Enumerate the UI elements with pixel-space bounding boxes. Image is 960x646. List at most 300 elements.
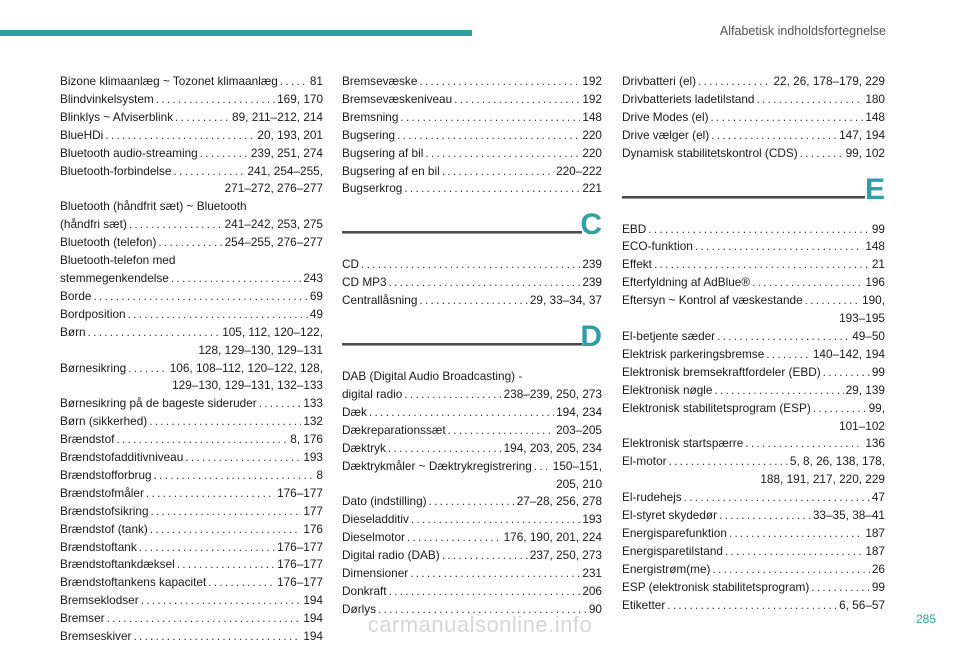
dot-leader bbox=[151, 503, 302, 521]
dot-leader bbox=[411, 511, 580, 529]
index-entry bbox=[622, 400, 885, 436]
index-entry-line bbox=[342, 180, 602, 198]
index-entry bbox=[622, 73, 885, 91]
page-references: 169, 170 bbox=[277, 91, 323, 106]
index-term: Elektronisk bremsekraftfordeler (EBD) bbox=[622, 364, 821, 379]
page-references: 8 bbox=[316, 467, 323, 482]
index-entry bbox=[60, 360, 323, 396]
dot-leader bbox=[139, 539, 275, 557]
index-term: Etiketter bbox=[622, 597, 666, 612]
index-term: Bremseklodser bbox=[60, 593, 139, 608]
index-term: Dæktrykmåler ~ Dæktrykregistrering bbox=[342, 458, 532, 473]
index-entry bbox=[60, 539, 323, 557]
index-entry-line bbox=[342, 292, 602, 310]
page-references: 187 bbox=[865, 525, 885, 540]
index-term: Energisparefunktion bbox=[622, 525, 727, 540]
index-term: Dæktryk bbox=[342, 440, 386, 455]
index-entry bbox=[622, 364, 885, 382]
index-entry-line bbox=[622, 238, 885, 256]
index-entry bbox=[622, 256, 885, 274]
dot-leader bbox=[404, 180, 580, 198]
page-references-continued: 205, 210 bbox=[556, 476, 602, 491]
index-entry-line bbox=[342, 386, 602, 404]
page-references-continued: 101–102 bbox=[839, 418, 885, 433]
page-references: 150–151, bbox=[552, 458, 602, 473]
index-term: El-betjente sæder bbox=[622, 328, 716, 343]
index-entry-line bbox=[342, 529, 602, 547]
index-entry bbox=[60, 252, 323, 288]
page-references: 237, 250, 273 bbox=[529, 548, 602, 563]
index-term: stemmegenkendelse bbox=[60, 270, 169, 285]
page-references: 194 bbox=[303, 611, 323, 626]
dot-leader bbox=[259, 395, 302, 413]
page-references: 176–177 bbox=[277, 539, 323, 554]
index-entry-line bbox=[60, 467, 323, 485]
page-references: 29, 139 bbox=[845, 382, 885, 397]
index-entry bbox=[342, 440, 602, 458]
index-entry-line bbox=[622, 292, 885, 310]
dot-leader bbox=[729, 525, 863, 543]
index-entry bbox=[60, 449, 323, 467]
index-entry bbox=[342, 163, 602, 181]
index-term: BlueHDi bbox=[60, 127, 104, 142]
index-term: Drive Modes (el) bbox=[622, 109, 709, 124]
index-term: El-styret skydedør bbox=[622, 508, 718, 523]
index-entry-line bbox=[60, 413, 323, 431]
index-entry-line bbox=[342, 583, 602, 601]
index-term: Bugsering af en bil bbox=[342, 163, 440, 178]
dot-leader bbox=[280, 73, 308, 91]
index-term: Bluetooth-forbindelse bbox=[60, 163, 172, 178]
index-term: Brændstof (tank) bbox=[60, 521, 148, 536]
page-references: 176–177 bbox=[277, 575, 323, 590]
index-term: Elektronisk stabilitetsprogram (ESP) bbox=[622, 400, 811, 415]
page-references: 241–242, 253, 275 bbox=[224, 217, 323, 232]
index-entry bbox=[60, 467, 323, 485]
dot-leader bbox=[695, 238, 864, 256]
index-entry-line bbox=[622, 346, 885, 364]
dot-leader bbox=[669, 453, 788, 471]
index-entry-line bbox=[622, 543, 885, 561]
dot-leader bbox=[404, 386, 501, 404]
dot-leader bbox=[698, 73, 771, 91]
page-references: 239, 251, 274 bbox=[250, 145, 323, 160]
index-entry-line bbox=[622, 489, 885, 507]
index-term: Børn bbox=[60, 324, 86, 339]
dot-leader bbox=[93, 288, 307, 306]
index-entry-line bbox=[342, 493, 602, 511]
index-term: Elektronisk nøgle bbox=[622, 382, 713, 397]
index-entry-line bbox=[60, 360, 323, 378]
section-divider bbox=[622, 196, 865, 198]
index-term: El-rudehejs bbox=[622, 490, 682, 505]
page-references: 203–205 bbox=[556, 422, 602, 437]
dot-leader bbox=[128, 360, 167, 378]
index-entry bbox=[622, 525, 885, 543]
index-column-2 bbox=[342, 73, 602, 619]
page-references: 33–35, 38–41 bbox=[812, 508, 885, 523]
dot-leader bbox=[369, 404, 554, 422]
index-term: Børnesikring på de bageste sideruder bbox=[60, 396, 257, 411]
index-term: Bluetooth (telefon) bbox=[60, 235, 157, 250]
index-entry-line bbox=[60, 216, 323, 234]
index-group-b bbox=[342, 73, 602, 198]
index-entry bbox=[622, 382, 885, 400]
page-references: 99 bbox=[871, 579, 885, 594]
index-term: Elektrisk parkeringsbremse bbox=[622, 346, 765, 361]
page-references: 238–239, 250, 273 bbox=[503, 386, 602, 401]
index-entry-line bbox=[60, 592, 323, 610]
dot-leader bbox=[361, 256, 580, 274]
index-entry bbox=[342, 583, 602, 601]
dot-leader bbox=[88, 324, 221, 342]
page-references: 27–28, 256, 278 bbox=[516, 494, 602, 509]
index-entry-line bbox=[622, 256, 885, 274]
index-entry bbox=[60, 324, 323, 360]
dot-leader bbox=[128, 306, 308, 324]
dot-leader bbox=[766, 346, 811, 364]
index-entry-line bbox=[60, 270, 323, 288]
index-term: Energisparetilstand bbox=[622, 543, 723, 558]
section-letter: C bbox=[580, 208, 602, 242]
page-references: 192 bbox=[582, 91, 602, 106]
index-term: Dieseladditiv bbox=[342, 512, 409, 527]
index-entry bbox=[342, 91, 602, 109]
dot-leader bbox=[823, 364, 870, 382]
index-term: Børn (sikkerhed) bbox=[60, 414, 148, 429]
index-entry bbox=[60, 198, 323, 234]
index-entry-line bbox=[60, 539, 323, 557]
page-references: 81 bbox=[309, 74, 323, 88]
index-term: Donkraft bbox=[342, 583, 387, 598]
index-entry-line bbox=[342, 440, 602, 458]
dot-leader bbox=[811, 579, 870, 597]
index-entry bbox=[622, 453, 885, 489]
page-references: 140–142, 194 bbox=[812, 346, 885, 361]
section-letter: E bbox=[864, 172, 885, 206]
index-entry-line bbox=[60, 449, 323, 467]
index-entry bbox=[622, 127, 885, 145]
index-entry-line bbox=[342, 458, 602, 476]
dot-leader bbox=[397, 127, 580, 145]
page-references: 193 bbox=[303, 450, 323, 465]
index-entry bbox=[622, 109, 885, 127]
index-entry-line bbox=[622, 109, 885, 127]
index-entry-line bbox=[60, 521, 323, 539]
page-references: 220–222 bbox=[556, 163, 602, 178]
page-references-continued: 188, 191, 217, 220, 229 bbox=[760, 472, 885, 487]
page-references-continued: 129–130, 129–131, 132–133 bbox=[172, 378, 323, 393]
index-entry-line bbox=[60, 145, 323, 163]
index-entry-line bbox=[60, 306, 323, 324]
index-term: Bremser bbox=[60, 611, 105, 626]
index-term-prefix: Bluetooth-telefon med bbox=[60, 253, 176, 268]
index-entry-line bbox=[622, 525, 885, 543]
index-entry-line bbox=[60, 288, 323, 306]
index-term: Drivbatteri (el) bbox=[622, 74, 697, 88]
index-entry bbox=[342, 404, 602, 422]
index-entry-line bbox=[622, 561, 885, 579]
index-entry bbox=[342, 529, 602, 547]
dot-leader bbox=[171, 270, 301, 288]
page-references: 177 bbox=[303, 503, 323, 518]
index-entry-line bbox=[60, 324, 323, 342]
dot-leader bbox=[208, 574, 275, 592]
page-references: 190, bbox=[862, 293, 885, 308]
dot-leader bbox=[407, 529, 502, 547]
index-term: Brændstofsikring bbox=[60, 503, 149, 518]
page-references: 231 bbox=[582, 566, 602, 581]
index-entry-line bbox=[342, 109, 602, 127]
dot-leader bbox=[805, 292, 860, 310]
index-entry bbox=[622, 238, 885, 256]
page-references: 194, 234 bbox=[556, 404, 602, 419]
dot-leader bbox=[684, 489, 870, 507]
index-entry bbox=[622, 145, 885, 163]
dot-leader bbox=[177, 556, 275, 574]
index-entry bbox=[60, 109, 323, 127]
index-term: Elektronisk startspærre bbox=[622, 436, 744, 451]
page-references: 132 bbox=[303, 414, 323, 429]
index-term: Drivbatteriets ladetilstand bbox=[622, 91, 755, 106]
index-column-3 bbox=[622, 73, 885, 614]
index-entry-line bbox=[60, 73, 323, 91]
index-term: Centrallåsning bbox=[342, 293, 418, 308]
page-references: 26 bbox=[871, 561, 885, 576]
page-references: 99 bbox=[871, 364, 885, 379]
dot-leader bbox=[813, 400, 867, 418]
dot-leader bbox=[154, 467, 315, 485]
index-entry bbox=[622, 435, 885, 453]
header-accent-bar bbox=[0, 30, 472, 36]
dot-leader bbox=[141, 592, 302, 610]
index-entry bbox=[622, 561, 885, 579]
dot-leader bbox=[711, 127, 837, 145]
index-term: Bugsering af bil bbox=[342, 145, 424, 160]
index-term: Dato (indstilling) bbox=[342, 494, 427, 509]
index-term: digital radio bbox=[342, 386, 403, 401]
index-entry bbox=[60, 395, 323, 413]
page-references: 176 bbox=[303, 521, 323, 536]
dot-leader bbox=[389, 274, 581, 292]
page-references: 176, 190, 201, 224 bbox=[503, 530, 602, 545]
page-references: 241, 254–255, bbox=[247, 163, 323, 178]
dot-leader bbox=[534, 458, 551, 476]
dot-leader bbox=[442, 547, 528, 565]
index-entry-line bbox=[622, 91, 885, 109]
dot-leader bbox=[149, 413, 301, 431]
dot-leader bbox=[116, 431, 288, 449]
index-entry-line bbox=[342, 274, 602, 292]
index-entry bbox=[60, 485, 323, 503]
dot-leader bbox=[158, 234, 222, 252]
index-term: Bremseskiver bbox=[60, 629, 132, 644]
dot-leader bbox=[129, 216, 223, 234]
page-header-title: Alfabetisk indholdsfortegnelse bbox=[719, 24, 886, 38]
dot-leader bbox=[725, 543, 863, 561]
index-entry-line bbox=[622, 145, 885, 163]
index-term: Børnesikring bbox=[60, 360, 127, 375]
section-header-d bbox=[342, 320, 602, 368]
index-term: CD MP3 bbox=[342, 275, 387, 290]
index-entry-line bbox=[622, 274, 885, 292]
page-references: 47 bbox=[871, 490, 885, 505]
index-entry-line bbox=[622, 73, 885, 91]
index-entry bbox=[342, 145, 602, 163]
index-term: Dørlys bbox=[342, 601, 377, 616]
index-term: Brændstofadditivniveau bbox=[60, 450, 184, 465]
page-references: 180 bbox=[865, 91, 885, 106]
index-entry bbox=[342, 565, 602, 583]
index-term: Energistrøm(me) bbox=[622, 561, 711, 576]
page-references: 99, bbox=[868, 400, 885, 415]
index-term: Blinklys ~ Afviserblink bbox=[60, 109, 174, 124]
page-references: 239 bbox=[582, 257, 602, 272]
dot-leader bbox=[425, 145, 580, 163]
index-entry bbox=[60, 73, 323, 91]
dot-leader bbox=[719, 507, 811, 525]
index-entry bbox=[60, 413, 323, 431]
page-references: 20, 193, 201 bbox=[257, 127, 323, 142]
index-entry bbox=[60, 91, 323, 109]
page-references: 220 bbox=[582, 127, 602, 142]
index-term: Brændstofforbrug bbox=[60, 467, 152, 482]
page-references: 147, 194 bbox=[839, 127, 885, 142]
index-term: Eftersyn ~ Kontrol af væskestande bbox=[622, 293, 803, 308]
page-references: 148 bbox=[865, 239, 885, 254]
section-header-e bbox=[622, 172, 885, 221]
index-entry bbox=[342, 547, 602, 565]
page-references-continued: 128, 129–130, 129–131 bbox=[198, 342, 323, 357]
index-entry-line bbox=[342, 256, 602, 274]
page-references: 21 bbox=[871, 257, 885, 272]
index-entry bbox=[622, 328, 885, 346]
index-term: Dæk bbox=[342, 404, 367, 419]
dot-leader bbox=[419, 73, 580, 91]
page-references: 206 bbox=[582, 583, 602, 598]
index-group-d-cont bbox=[622, 73, 885, 163]
dot-leader bbox=[752, 274, 863, 292]
page-references: 6, 56–57 bbox=[839, 597, 885, 612]
index-term-prefix: Bluetooth (håndfrit sæt) ~ Bluetooth bbox=[60, 199, 247, 214]
index-entry-line bbox=[342, 163, 602, 181]
page-references-continued: 193–195 bbox=[839, 311, 885, 326]
page-references: 5, 8, 26, 138, 178, bbox=[789, 454, 885, 469]
dot-leader bbox=[185, 449, 301, 467]
index-term: Brændstof bbox=[60, 432, 115, 447]
index-entry bbox=[342, 256, 602, 274]
index-term: Bugsering bbox=[342, 127, 396, 142]
dot-leader bbox=[150, 521, 301, 539]
index-term: El-motor bbox=[622, 454, 667, 469]
index-entry bbox=[60, 521, 323, 539]
index-term: Bremsevæskeniveau bbox=[342, 91, 453, 106]
index-term: Bugserkrog bbox=[342, 181, 403, 196]
index-entry-line bbox=[342, 127, 602, 145]
index-term: Borde bbox=[60, 288, 92, 303]
dot-leader bbox=[717, 328, 850, 346]
index-term: Bluetooth audio-streaming bbox=[60, 145, 198, 160]
page-references: 22, 26, 178–179, 229 bbox=[773, 74, 885, 88]
index-term: Bremsning bbox=[342, 109, 399, 124]
index-entry bbox=[342, 274, 602, 292]
index-entry-line bbox=[60, 163, 323, 181]
index-entry bbox=[342, 73, 602, 91]
page-references: 194 bbox=[303, 629, 323, 644]
index-entry-line bbox=[622, 364, 885, 382]
section-divider bbox=[342, 343, 582, 345]
index-entry-line bbox=[622, 221, 885, 239]
index-term: Brændstoftankens kapacitet bbox=[60, 575, 207, 590]
index-entry bbox=[60, 234, 323, 252]
page-references: 239 bbox=[582, 275, 602, 290]
index-entry bbox=[342, 368, 602, 404]
index-entry bbox=[60, 556, 323, 574]
dot-leader bbox=[389, 583, 581, 601]
page-references: 221 bbox=[582, 181, 602, 196]
index-term: Dieselmotor bbox=[342, 530, 405, 545]
index-entry bbox=[622, 91, 885, 109]
index-entry-line bbox=[60, 503, 323, 521]
index-term: EBD bbox=[622, 221, 647, 236]
index-entry-line bbox=[622, 579, 885, 597]
dot-leader bbox=[429, 493, 515, 511]
index-entry bbox=[622, 346, 885, 364]
index-entry-line bbox=[622, 382, 885, 400]
dot-leader bbox=[712, 561, 869, 579]
index-term: Dækreparationssæt bbox=[342, 422, 446, 437]
index-term: Bizone klimaanlæg ~ Tozonet klimaanlæg bbox=[60, 74, 278, 88]
index-term: Drive vælger (el) bbox=[622, 127, 710, 142]
index-term: ESP (elektronisk stabilitetsprogram) bbox=[622, 579, 810, 594]
dot-leader bbox=[175, 109, 230, 127]
page-references: 99, 102 bbox=[845, 145, 885, 160]
dot-leader bbox=[200, 145, 249, 163]
index-entry-line bbox=[342, 547, 602, 565]
page-references: 89, 211–212, 214 bbox=[232, 109, 323, 124]
index-entry-line bbox=[342, 511, 602, 529]
index-term: Bremsevæske bbox=[342, 74, 418, 88]
page-references: 148 bbox=[865, 109, 885, 124]
dot-leader bbox=[448, 422, 554, 440]
page-references: 133 bbox=[303, 396, 323, 411]
index-entry bbox=[622, 274, 885, 292]
index-term: Brændstofmåler bbox=[60, 485, 144, 500]
dot-leader bbox=[654, 256, 870, 274]
index-term: (håndfri sæt) bbox=[60, 217, 127, 232]
dot-leader bbox=[156, 91, 275, 109]
dot-leader bbox=[442, 163, 554, 181]
index-entry bbox=[60, 503, 323, 521]
section-divider bbox=[342, 231, 582, 233]
index-entry bbox=[60, 288, 323, 306]
index-entry-line bbox=[622, 400, 885, 418]
dot-leader bbox=[410, 565, 580, 583]
watermark: carmanualsonline.info bbox=[367, 612, 593, 637]
index-entry bbox=[342, 511, 602, 529]
page-references: 176–177 bbox=[277, 557, 323, 572]
index-entry-line bbox=[342, 73, 602, 91]
page-references: 220 bbox=[582, 145, 602, 160]
page-references: 193 bbox=[582, 512, 602, 527]
index-group-c bbox=[342, 256, 602, 310]
dot-leader bbox=[756, 91, 863, 109]
index-entry bbox=[342, 109, 602, 127]
page-number: 285 bbox=[915, 612, 936, 626]
index-term: Dynamisk stabilitetskontrol (CDS) bbox=[622, 145, 798, 160]
index-group-d bbox=[342, 368, 602, 619]
page-references: 187 bbox=[865, 543, 885, 558]
